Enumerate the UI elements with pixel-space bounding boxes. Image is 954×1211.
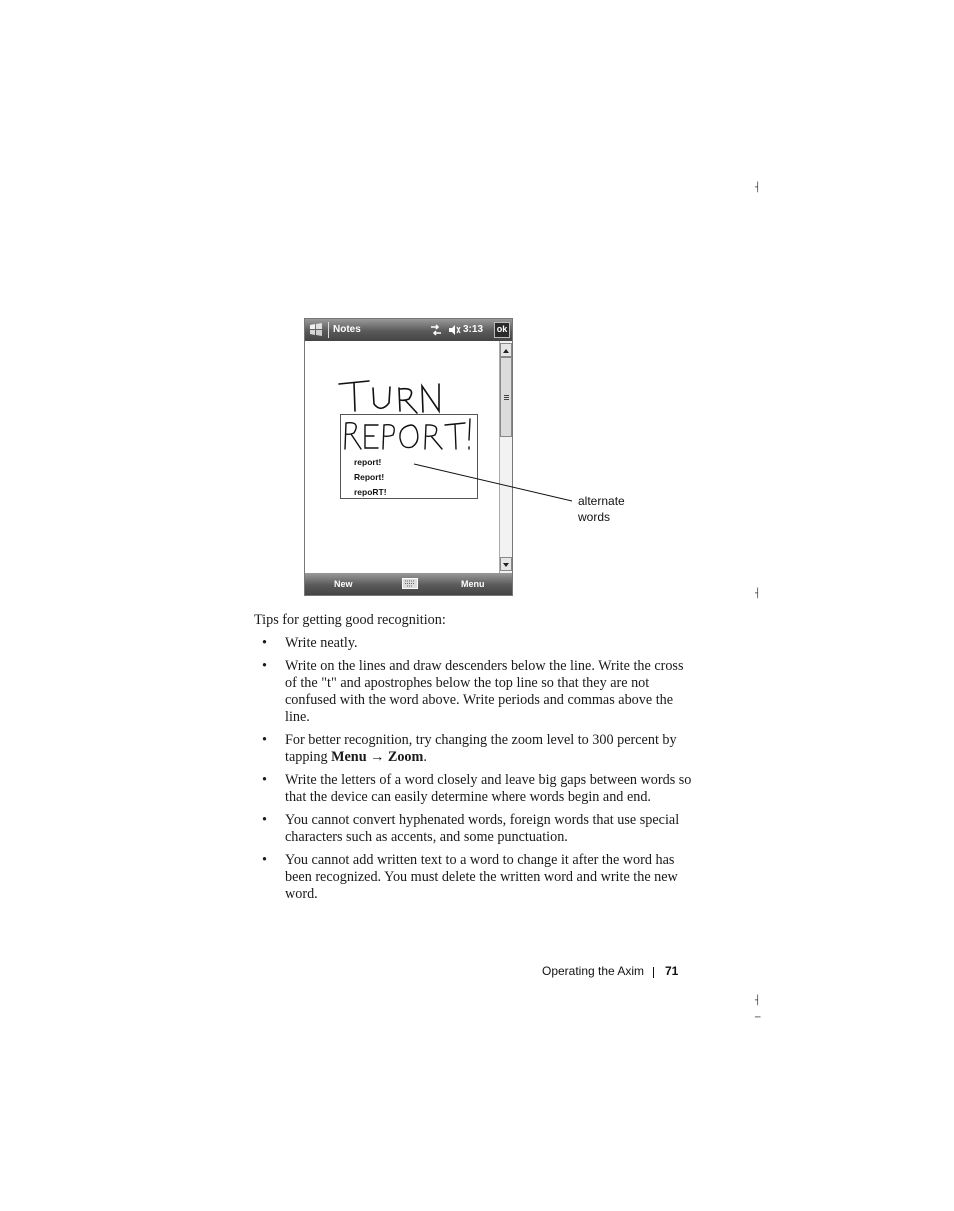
tip-text-post: .: [423, 749, 427, 765]
scroll-up-button[interactable]: [500, 343, 512, 357]
tip-item: [254, 635, 694, 652]
callout-line-2: words: [578, 510, 611, 524]
scroll-thumb[interactable]: [500, 357, 512, 437]
menu-arrow: →: [370, 749, 385, 765]
tip-text: Write on the lines and draw descenders below the line. Write the cross of the "t" and apostrophes below the top line so that they are not confused with the word above. Write periods and commas above the line.: [285, 658, 684, 725]
tip-text: Write the letters of a word closely and leave big gaps between words so that the device can easily determine where words begin and end.: [285, 772, 692, 805]
title-bar: [305, 319, 512, 341]
tip-item: [254, 772, 694, 806]
footer-section-title: Operating the Axim: [542, 964, 645, 978]
new-button[interactable]: New: [334, 579, 353, 589]
connectivity-icon[interactable]: [429, 323, 443, 337]
tip-item: [254, 658, 694, 726]
tips-list: [254, 635, 694, 903]
menu-term: Menu: [331, 749, 367, 765]
tips-intro: Tips for getting good recognition:: [254, 612, 446, 628]
tip-item: [254, 852, 694, 903]
alternate-word-item[interactable]: repoRT!: [354, 487, 387, 497]
grip-line: [504, 399, 509, 400]
bullet: •: [262, 852, 267, 868]
page-number: 71: [665, 964, 679, 978]
grip-line: [504, 397, 509, 398]
arrow-down-icon: [501, 559, 511, 571]
callout-line-1: alternate: [578, 494, 625, 508]
app-title: Notes: [333, 324, 361, 335]
tip-text: Write neatly.: [285, 635, 358, 651]
body-content: [254, 612, 694, 909]
footer-divider: [653, 967, 654, 978]
device-screenshot: [304, 318, 513, 596]
tip-text: You cannot convert hyphenated words, foreign words that use special characters such as accents, and some punctuation.: [285, 812, 680, 845]
ok-button[interactable]: ok: [494, 322, 510, 338]
scroll-down-button[interactable]: [500, 557, 512, 571]
bullet: •: [262, 732, 267, 748]
title-separator: [328, 322, 329, 338]
crop-mark: ┤: [755, 183, 761, 193]
crop-mark: ┤: [755, 996, 761, 1006]
tip-item: [254, 812, 694, 846]
callout-label: [578, 493, 625, 525]
volume-icon[interactable]: [447, 323, 461, 337]
alternate-word-item[interactable]: report!: [354, 457, 382, 467]
tip-text-pre: For better recognition, try changing the zoom level to 300 percent by tapping: [285, 732, 677, 765]
alternates-popup: [340, 414, 478, 499]
bullet: •: [262, 812, 267, 828]
grip-line: [504, 395, 509, 396]
alternate-words-list: [354, 455, 387, 500]
bullet: •: [262, 635, 267, 651]
zoom-term: Zoom: [387, 749, 424, 765]
crop-mark: ┤: [755, 589, 761, 599]
tip-text: You cannot add written text to a word to change it after the word has been recognized. You must delete the written word and write the new word.: [285, 852, 678, 902]
vertical-scrollbar[interactable]: [499, 341, 512, 573]
crop-mark: ─: [755, 1013, 761, 1023]
bullet: •: [262, 658, 267, 674]
keyboard-icon[interactable]: [402, 578, 418, 589]
ink-turn: [339, 381, 439, 413]
tip-item: [254, 732, 694, 766]
menu-button[interactable]: Menu: [461, 579, 485, 589]
arrow-up-icon: [501, 345, 511, 357]
clock[interactable]: 3:13: [463, 324, 484, 335]
ink-report: [341, 415, 477, 455]
windows-start-icon[interactable]: [308, 322, 324, 338]
alternate-word-item[interactable]: Report!: [354, 472, 385, 482]
menu-bar: [305, 573, 512, 595]
bullet: •: [262, 772, 267, 788]
